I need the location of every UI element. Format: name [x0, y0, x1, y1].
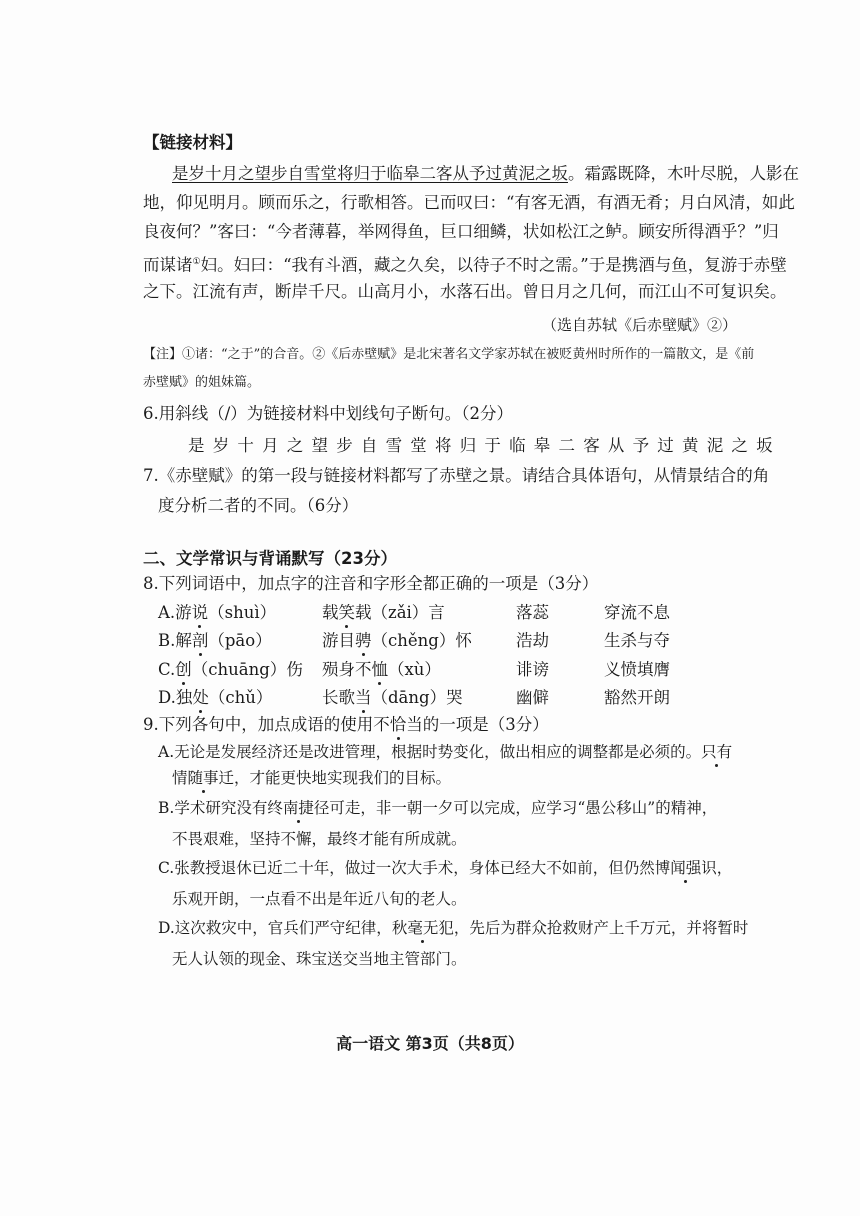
q8-option-b-word-4: 生杀与夺: [604, 631, 670, 650]
question-6-stem: 6.用斜线（/）为链接材料中划线句子断句。（2分）: [143, 404, 514, 423]
q8-option-c-word-2: 殒身不恤（xù）: [322, 660, 441, 679]
q8-option-b-word-2: 游目骋（chěng）怀: [322, 631, 472, 650]
q9-option-d-line-2: 无人认领的现金、珠宝送交当地主管部门。: [172, 950, 467, 968]
page-footer: 高一语文 第3页（共8页）: [336, 1034, 524, 1053]
q9-option-a-line-1: A.无论是发展经济还是改进管理，根据时势变化，做出相应的调整都是必须的。只有: [158, 743, 733, 761]
q8-option-d-word-1: D.独处（chǔ）: [158, 688, 273, 707]
q8-option-a-word-3: 落蕊: [516, 603, 549, 622]
q8-option-c-word-3: 诽谤: [516, 660, 549, 679]
question-7-stem-2: 度分析二者的不同。（6分）: [158, 496, 359, 515]
q9-option-d-line-1: D.这次救灾中，官兵们严守纪律，秋毫无犯，先后为群众抢救财产上千万元，并将暂时: [158, 919, 749, 937]
q8-option-a-word-4: 穿流不息: [604, 603, 670, 622]
q9-option-a-line-2: 情随事迁，才能更快地实现我们的目标。: [172, 769, 452, 787]
q8-option-b-word-3: 浩劫: [516, 631, 549, 650]
question-9-stem: 9.下列各句中，加点成语的使用不恰当的一项是（3分）: [143, 715, 549, 734]
footnote-line-1: 【注】①诸：“之于”的合音。②《后赤壁赋》是北宋著名文学家苏轼在被贬黄州时所作的一篇散文，是《前: [143, 347, 755, 362]
q9-option-c-line-2: 乐观开朗，一点看不出是年近八旬的老人。: [172, 890, 467, 908]
link-material-title: 【链接材料】: [143, 133, 242, 152]
question-7-stem-1: 7.《赤壁赋》的第一段与链接材料都写了赤壁之景。请结合具体语句，从情景结合的角: [143, 466, 770, 485]
q8-option-d-word-3: 幽僻: [516, 688, 549, 707]
underlined-sentence: 是岁十月之望步自雪堂将归于临皋二客从予过黄泥之坂: [172, 164, 568, 183]
q9-option-c-line-1: C.张教授退休已近二十年，做过一次大手术，身体已经大不如前，但仍然博闻强识，: [158, 859, 733, 877]
link-material-line-2: 地，仰见明月。顾而乐之，行歌相答。已而叹曰：“有客无酒，有酒无肴；月白风清，如此: [143, 193, 795, 212]
q9-option-b-line-1: B.学术研究没有终南捷径可走，非一朝一夕可以完成，应学习“愚公移山”的精神，: [158, 799, 718, 817]
q8-option-b-word-1: B.解剖（pāo）: [158, 631, 272, 650]
question-8-stem: 8.下列词语中，加点字的注音和字形全都正确的一项是（3分）: [143, 574, 599, 593]
source-citation: （选自苏轼《后赤壁赋》②）: [541, 316, 737, 334]
link-material-line-1: 是岁十月之望步自雪堂将归于临皋二客从予过黄泥之坂。霜露既降，木叶尽脱，人影在: [172, 164, 799, 183]
q8-option-a-word-2: 载笑载（zǎi）言: [322, 603, 445, 622]
q9-option-b-line-2: 不畏艰难，坚持不懈，最终才能有所成就。: [172, 830, 467, 848]
footnote-marker: ①: [192, 257, 201, 267]
q8-option-c-word-1: C.创（chuāng）伤: [158, 660, 303, 679]
q8-option-a-word-1: A.游说（shuì）: [158, 603, 277, 622]
footnote-line-2: 赤壁赋》的姐妹篇。: [143, 375, 261, 390]
q8-option-d-word-4: 豁然开朗: [604, 688, 670, 707]
link-material-line-3: 良夜何？”客曰：“今者薄暮，举网得鱼，巨口细鳞，状如松江之鲈。顾安所得酒乎？”归: [143, 222, 779, 241]
link-material-line-5: 之下。江流有声，断岸千尺。山高月小，水落石出。曾日月之几何，而江山不可复识矣。: [143, 282, 787, 301]
q8-option-d-word-2: 长歌当（dāng）哭: [322, 688, 463, 707]
link-material-line-4: 而谋诸①妇。妇曰：“我有斗酒，藏之久矣，以待子不时之需。”于是携酒与鱼，复游于赤壁: [143, 255, 787, 275]
q8-option-c-word-4: 义愤填膺: [604, 660, 670, 679]
question-6-sentence: 是岁十月之望步自雪堂将归于临皋二客从予过黄泥之坂: [188, 436, 781, 455]
section-2-title: 二、文学常识与背诵默写（23分）: [143, 549, 397, 568]
